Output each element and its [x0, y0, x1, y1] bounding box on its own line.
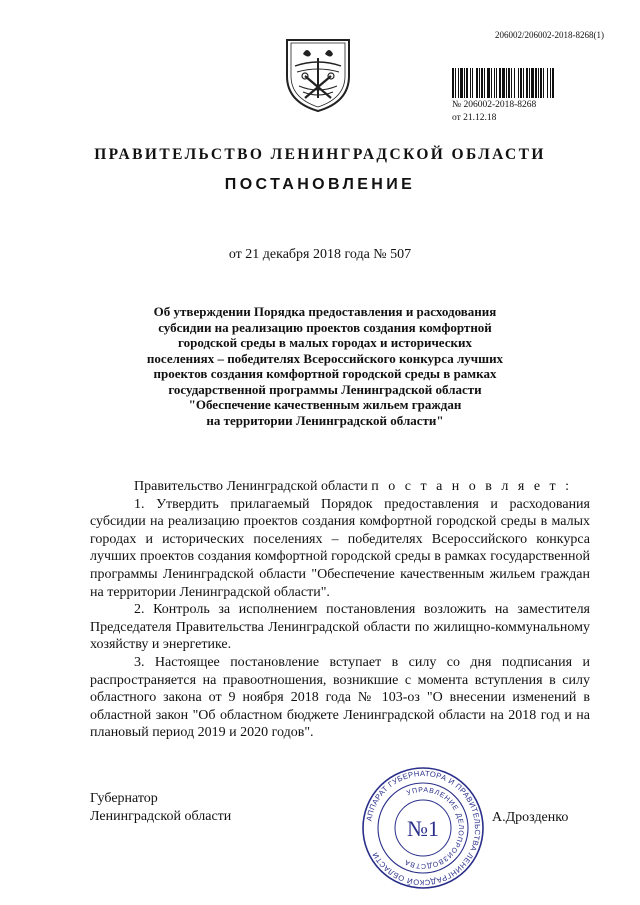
barcode-bar [484, 68, 485, 98]
barcode-bar [472, 68, 473, 98]
government-title: ПРАВИТЕЛЬСТВО ЛЕНИНГРАДСКОЙ ОБЛАСТИ [94, 146, 546, 163]
subject-line: городской среды в малых городах и исторических [178, 335, 472, 350]
document-type: ПОСТАНОВЛЕНИЕ [224, 176, 416, 193]
barcode-bar [518, 68, 519, 98]
barcode-bar [526, 68, 528, 98]
registration-number: № 206002-2018-8268 [452, 100, 537, 110]
subject-line: субсидии на реализацию проектов создания комфортной [158, 319, 492, 335]
subject-line: проектов создания комфортной городской среды в рамках [153, 366, 497, 381]
official-seal-stamp [360, 765, 486, 891]
barcode-bar [466, 68, 468, 98]
barcode-bar [531, 68, 534, 98]
barcode-bar [540, 68, 542, 98]
intro-verb: п о с т а н о в л я е т : [371, 479, 573, 494]
subject-line: государственной программы Ленинградской области [168, 381, 482, 397]
barcode-bar [547, 68, 548, 98]
barcode-bar [538, 68, 539, 98]
decree-body [90, 478, 590, 742]
barcode-bar [535, 68, 537, 98]
stamp-center-number: №1 [407, 816, 439, 841]
barcode-bar [479, 68, 480, 98]
signatory-name: А.Дрозденко [492, 810, 569, 825]
signatory-title-line: Губернатор [90, 791, 158, 806]
decree-item: 2. Контроль за исполнением постановления возложить на заместителя Председателя Правительства Ленинградской области по жилищно-коммунальному хозяйству и энергетике. [90, 602, 590, 653]
decree-item: 1. Утвердить прилагаемый Порядок предоставления и расходования субсидии на реализацию проектов создания комфортной городской среды в малых городах и исторических поселениях – победителях Всероссийского конкурса лучших проектов создания комфортной городской среды в рамках государственной программы Ленинградской области "Обеспечение качественным жильем граждан на территории Ленинградской области". [90, 496, 590, 600]
decree-date: от 21 декабря 2018 года № 507 [228, 247, 412, 262]
barcode-bar [550, 68, 551, 98]
barcode-bar [491, 68, 492, 98]
barcode-bar [523, 68, 524, 98]
barcode-bar [514, 68, 515, 98]
stamp-inner-text: УПРАВЛЕНИЕ ДЕЛОПРОИЗВОДСТВА [403, 786, 465, 870]
subject-line: поселениях – победителях Всероссийского конкурса лучших [146, 350, 504, 366]
barcode-bar [455, 68, 456, 98]
barcode-bar [496, 68, 497, 98]
barcode-bar [502, 68, 505, 98]
signatory-title [90, 790, 231, 826]
barcode-bar [520, 68, 522, 98]
barcode-bar [508, 68, 510, 98]
intro-prefix: Правительство Ленинградской области [134, 479, 368, 494]
barcode-bar [481, 68, 483, 98]
barcode-bar [452, 68, 454, 98]
signatory-title-line: Ленинградской области [90, 809, 232, 824]
barcode-bar [499, 68, 501, 98]
subject-line: "Обеспечение качественным жильем граждан [188, 397, 462, 412]
barcode-bar [543, 68, 544, 98]
subject-line: Об утверждении Порядка предоставления и расходования [153, 304, 497, 319]
coat-of-arms-emblem [283, 36, 353, 114]
barcode-bar [529, 68, 530, 98]
registration-stamp [452, 99, 536, 125]
barcode-bar [460, 68, 463, 98]
decree-item: 3. Настоящее постановление вступает в силу со дня подписания и распространяется на правоотношения, возникшие с момента вступления в силу областного закона от 9 ноября 2018 года № 103-оз "О внесении изменений в областной закон "Об областном бюджете Ленинградской области на 2018 год и на плановый период 2019 и 2020 годов". [90, 654, 590, 741]
barcode-bar [487, 68, 490, 98]
barcode-bar [476, 68, 478, 98]
barcode-bar [470, 68, 471, 98]
barcode-bar [506, 68, 507, 98]
registration-date: от 21.12.18 [452, 113, 497, 123]
barcode [452, 68, 598, 98]
intro-paragraph [90, 478, 590, 496]
decree-subject [140, 304, 510, 428]
barcode-bar [511, 68, 512, 98]
barcode-bar [464, 68, 465, 98]
barcode-bar [494, 68, 495, 98]
barcode-bar [458, 68, 459, 98]
stamp-ring-text: АППАРАТ ГУБЕРНАТОРА И ПРАВИТЕЛЬСТВА ЛЕНИНГРАДСКОЙ ОБЛАСТИ [364, 768, 483, 888]
document-id: 206002/206002-2018-8268(1) [495, 30, 604, 40]
subject-line: на территории Ленинградской области" [206, 412, 444, 428]
barcode-bar [552, 68, 554, 98]
